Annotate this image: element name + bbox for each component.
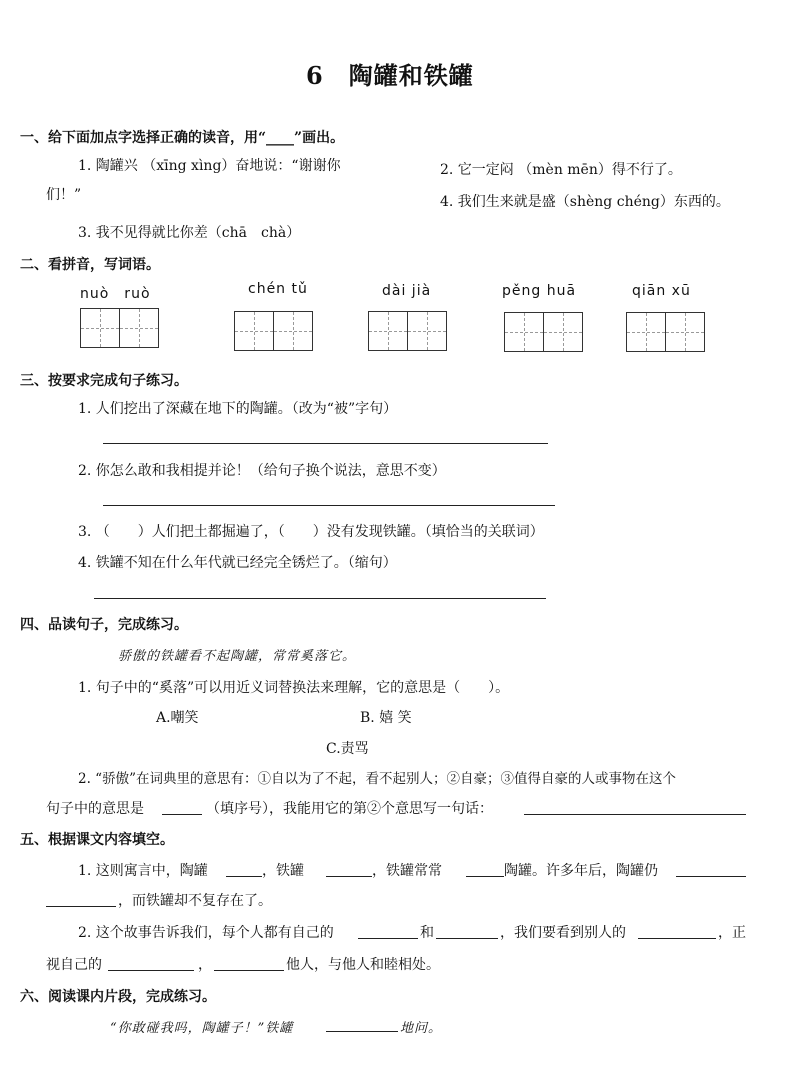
s5-line3-a: 2. 这个故事告诉我们，每个人都有自己的 <box>78 925 334 941</box>
s5-line3-d: ，正 <box>718 925 746 941</box>
s5-blank-10[interactable] <box>214 970 284 971</box>
writing-box-1[interactable] <box>80 308 159 348</box>
section-3-heading: 三、按要求完成句子练习。 <box>20 373 188 389</box>
section-4-heading: 四、品读句子，完成练习。 <box>20 617 188 633</box>
section-2-heading: 二、看拼音，写词语。 <box>20 257 160 273</box>
s4-fill-number[interactable] <box>162 814 202 815</box>
s5-blank-2[interactable] <box>326 876 372 877</box>
pinyin-2: chén tǔ <box>248 281 308 297</box>
writing-box-3[interactable] <box>368 311 447 351</box>
writing-box-2[interactable] <box>234 311 313 351</box>
s5-blank-4[interactable] <box>676 876 746 877</box>
section-1-heading: 一、给下面加点字选择正确的读音，用“____”画出。 <box>20 130 345 146</box>
s1-question-3: 3. 我不见得就比你差（chā chà） <box>78 225 301 241</box>
option-b: B. 嬉 笑 <box>360 710 412 726</box>
pinyin-4: pěng huā <box>502 283 577 299</box>
s5-blank-9[interactable] <box>108 970 194 971</box>
s4-quote: 骄傲的铁罐看不起陶罐，常常奚落它。 <box>118 649 357 664</box>
s6-quote-a: “你敢碰我吗，陶罐子！”铁罐 <box>110 1021 294 1036</box>
s5-blank-1[interactable] <box>226 876 262 877</box>
s1-question-1-line2: 们！” <box>46 187 82 203</box>
s5-blank-3[interactable] <box>466 876 504 877</box>
s4-fill-sentence[interactable] <box>524 814 746 815</box>
s5-line2: ，而铁罐却不复存在了。 <box>118 893 272 909</box>
s5-blank-8[interactable] <box>638 938 716 939</box>
s3-answer-line-1[interactable] <box>103 443 548 444</box>
s6-quote-b: 地问。 <box>400 1021 443 1036</box>
s3-question-2: 2. 你怎么敢和我相提并论！（给句子换个说法，意思不变） <box>78 463 446 479</box>
s5-line1-d: 陶罐。许多年后，陶罐仍 <box>504 863 658 879</box>
s3-question-4: 4. 铁罐不知在什么年代就已经完全锈烂了。（缩句） <box>78 555 397 571</box>
s5-line1-c: ，铁罐常常 <box>372 863 442 879</box>
s3-question-3: 3. （ ）人们把土都掘遍了，（ ）没有发现铁罐。（填恰当的关联词） <box>78 524 544 540</box>
s4-question-2-line1: 2. “骄傲”在词典里的意思有：①自以为了不起，看不起别人；②自豪；③值得自豪的人或事物在这个 <box>78 771 676 787</box>
writing-box-4[interactable] <box>504 312 583 352</box>
pinyin-3: dài jià <box>382 283 432 299</box>
s5-line4-c: 他人，与他人和睦相处。 <box>286 957 440 973</box>
s5-line3-c: ，我们要看到别人的 <box>500 925 626 941</box>
s6-blank[interactable] <box>326 1031 398 1032</box>
s5-line4-b: ， <box>198 957 212 973</box>
pinyin-1: nuò ruò <box>80 286 151 302</box>
option-c: C.责骂 <box>326 741 369 757</box>
s5-blank-6[interactable] <box>358 938 418 939</box>
writing-box-5[interactable] <box>626 312 705 352</box>
s1-question-1-line1: 1. 陶罐兴 （xīng xìng）奋地说：“谢谢你 <box>78 158 341 174</box>
s5-line1-a: 1. 这则寓言中，陶罐 <box>78 863 208 879</box>
section-6-heading: 六、阅读课内片段，完成练习。 <box>20 989 216 1005</box>
page-title: 6 陶罐和铁罐 <box>306 61 474 90</box>
s4-question-2-line2b: （填序号），我能用它的第②个意思写一句话： <box>206 801 493 817</box>
s5-blank-5[interactable] <box>46 906 116 907</box>
option-a: A.嘲笑 <box>156 710 199 726</box>
pinyin-5: qiān xū <box>632 283 691 299</box>
s5-blank-7[interactable] <box>436 938 498 939</box>
s3-answer-line-2[interactable] <box>103 505 555 506</box>
s1-question-2: 2. 它一定闷 （mèn mēn）得不行了。 <box>440 162 682 178</box>
s4-question-1: 1. 句子中的“奚落”可以用近义词替换法来理解，它的意思是（ ）。 <box>78 680 510 696</box>
s5-line1-b: ，铁罐 <box>262 863 304 879</box>
s5-line4-a: 视自己的 <box>46 957 102 973</box>
section-5-heading: 五、根据课文内容填空。 <box>20 832 174 848</box>
s1-question-4: 4. 我们生来就是盛（shèng chéng）东西的。 <box>440 194 730 210</box>
s3-question-1: 1. 人们挖出了深藏在地下的陶罐。（改为“被”字句） <box>78 401 398 417</box>
s3-answer-line-4[interactable] <box>94 598 546 599</box>
s4-question-2-line2a: 句子中的意思是 <box>46 801 144 817</box>
s5-line3-b: 和 <box>420 925 434 941</box>
